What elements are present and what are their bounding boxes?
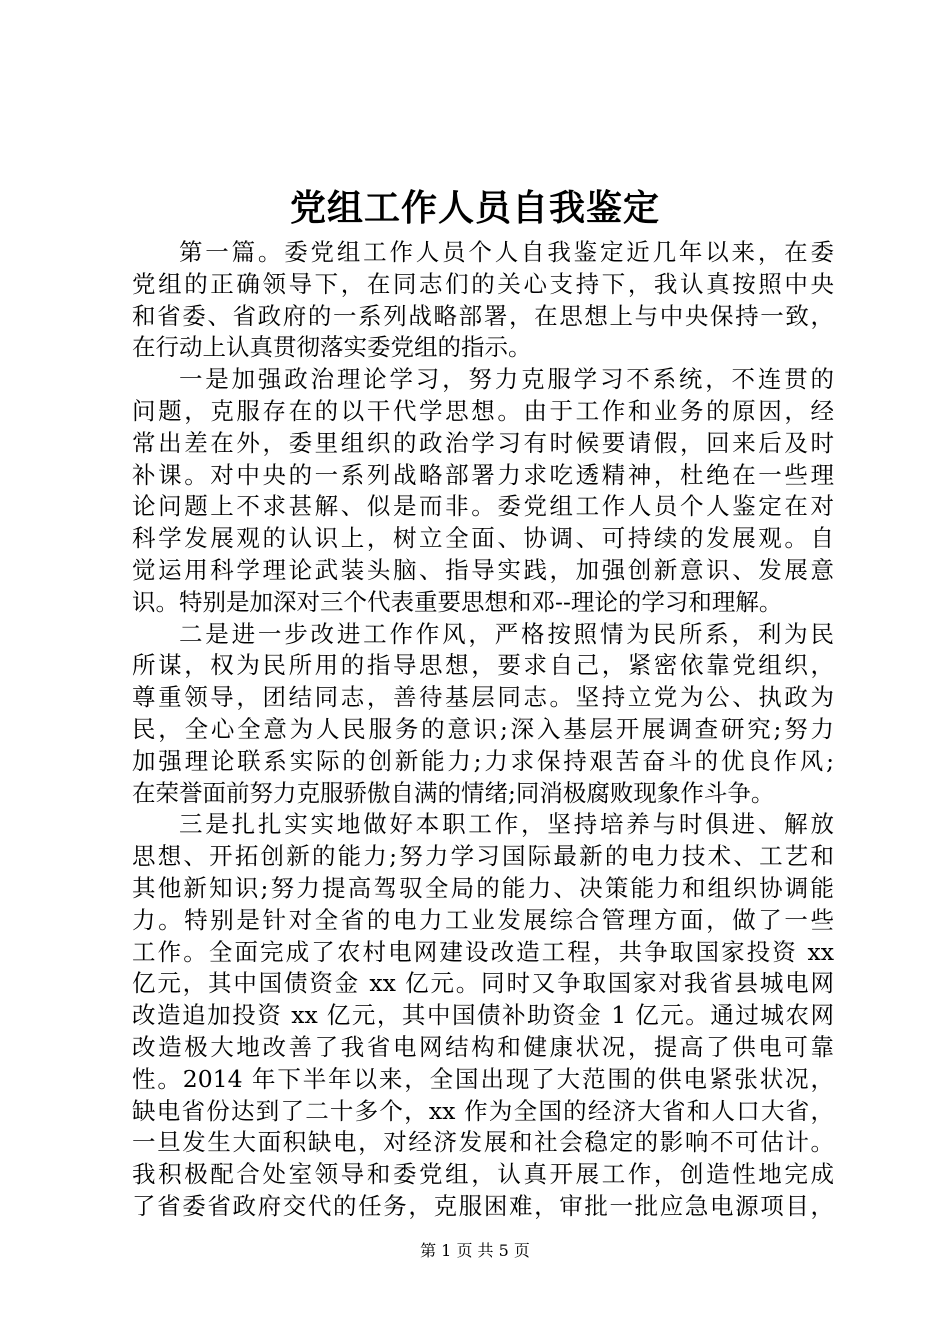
text-line: 力。特别是针对全省的电力工业发展综合管理方面，做了一些 — [132, 905, 834, 934]
text-line: 加强理论联系实际的创新能力;力求保持艰苦奋斗的优良作风; — [132, 746, 834, 775]
text-line: 在行动上认真贯彻落实委党组的指示。 — [132, 333, 532, 362]
text-line: 了省委省政府交代的任务，克服困难，审批一批应急电源项目， — [132, 1191, 834, 1220]
text-line: 觉运用科学理论武装头脑、指导实践，加强创新意识、发展意 — [132, 555, 834, 584]
text-line: 性。2014 年下半年以来，全国出现了大范围的供电紧张状况， — [132, 1064, 834, 1093]
text-line: 民，全心全意为人民服务的意识;深入基层开展调查研究;努力 — [132, 714, 834, 743]
text-line: 和省委、省政府的一系列战略部署，在思想上与中央保持一致， — [132, 301, 834, 330]
text-line: 改造极大地改善了我省电网结构和健康状况，提高了供电可靠 — [132, 1032, 834, 1061]
text-line: 党组的正确领导下，在同志们的关心支持下，我认真按照中央 — [132, 269, 834, 298]
text-line: 工作。全面完成了农村电网建设改造工程，共争取国家投资 xx — [132, 937, 834, 966]
document-body — [132, 237, 834, 1223]
text-line: 思想、开拓创新的能力;努力学习国际最新的电力技术、工艺和 — [132, 842, 834, 871]
text-line: 常出差在外，委里组织的政治学习有时候要请假，回来后及时 — [132, 428, 834, 457]
text-line: 我积极配合处室领导和委党组，认真开展工作，创造性地完成 — [132, 1160, 834, 1189]
text-line: 尊重领导，团结同志，善待基层同志。坚持立党为公、执政为 — [132, 683, 834, 712]
page-footer: 第 1 页 共 5 页 — [420, 1241, 530, 1260]
text-line: 问题，克服存在的以干代学思想。由于工作和业务的原因，经 — [132, 396, 834, 425]
text-line: 三是扎扎实实地做好本职工作，坚持培养与时俱进、解放 — [179, 810, 834, 839]
text-line: 科学发展观的认识上，树立全面、协调、可持续的发展观。自 — [132, 524, 834, 553]
text-line: 二是进一步改进工作作风，严格按照情为民所系，利为民 — [179, 619, 834, 648]
text-line: 改造追加投资 xx 亿元，其中国债补助资金 1 亿元。通过城农网 — [132, 1001, 834, 1030]
text-line: 补课。对中央的一系列战略部署力求吃透精神，杜绝在一些理 — [132, 460, 834, 489]
text-line: 在荣誉面前努力克服骄傲自满的情绪;同消极腐败现象作斗争。 — [132, 778, 775, 807]
text-line: 第一篇。委党组工作人员个人自我鉴定近几年以来，在委 — [179, 238, 834, 266]
text-line: 论问题上不求甚解、似是而非。委党组工作人员个人鉴定在对 — [132, 492, 834, 521]
text-line: 所谋，权为民所用的指导思想，要求自己，紧密依靠党组织， — [132, 651, 834, 680]
text-line: 识。特别是加深对三个代表重要思想和邓--理论的学习和理解。 — [132, 587, 783, 616]
text-line: 一是加强政治理论学习，努力克服学习不系统，不连贯的 — [179, 365, 834, 394]
document-title: 党组工作人员自我鉴定 — [289, 187, 660, 229]
text-line: 亿元，其中国债资金 xx 亿元。同时又争取国家对我省县城电网 — [132, 969, 834, 998]
text-line: 一旦发生大面积缺电，对经济发展和社会稳定的影响不可估计。 — [132, 1128, 834, 1157]
text-line: 缺电省份达到了二十多个，xx 作为全国的经济大省和人口大省， — [132, 1096, 834, 1125]
text-line: 其他新知识;努力提高驾驭全局的能力、决策能力和组织协调能 — [132, 873, 834, 902]
